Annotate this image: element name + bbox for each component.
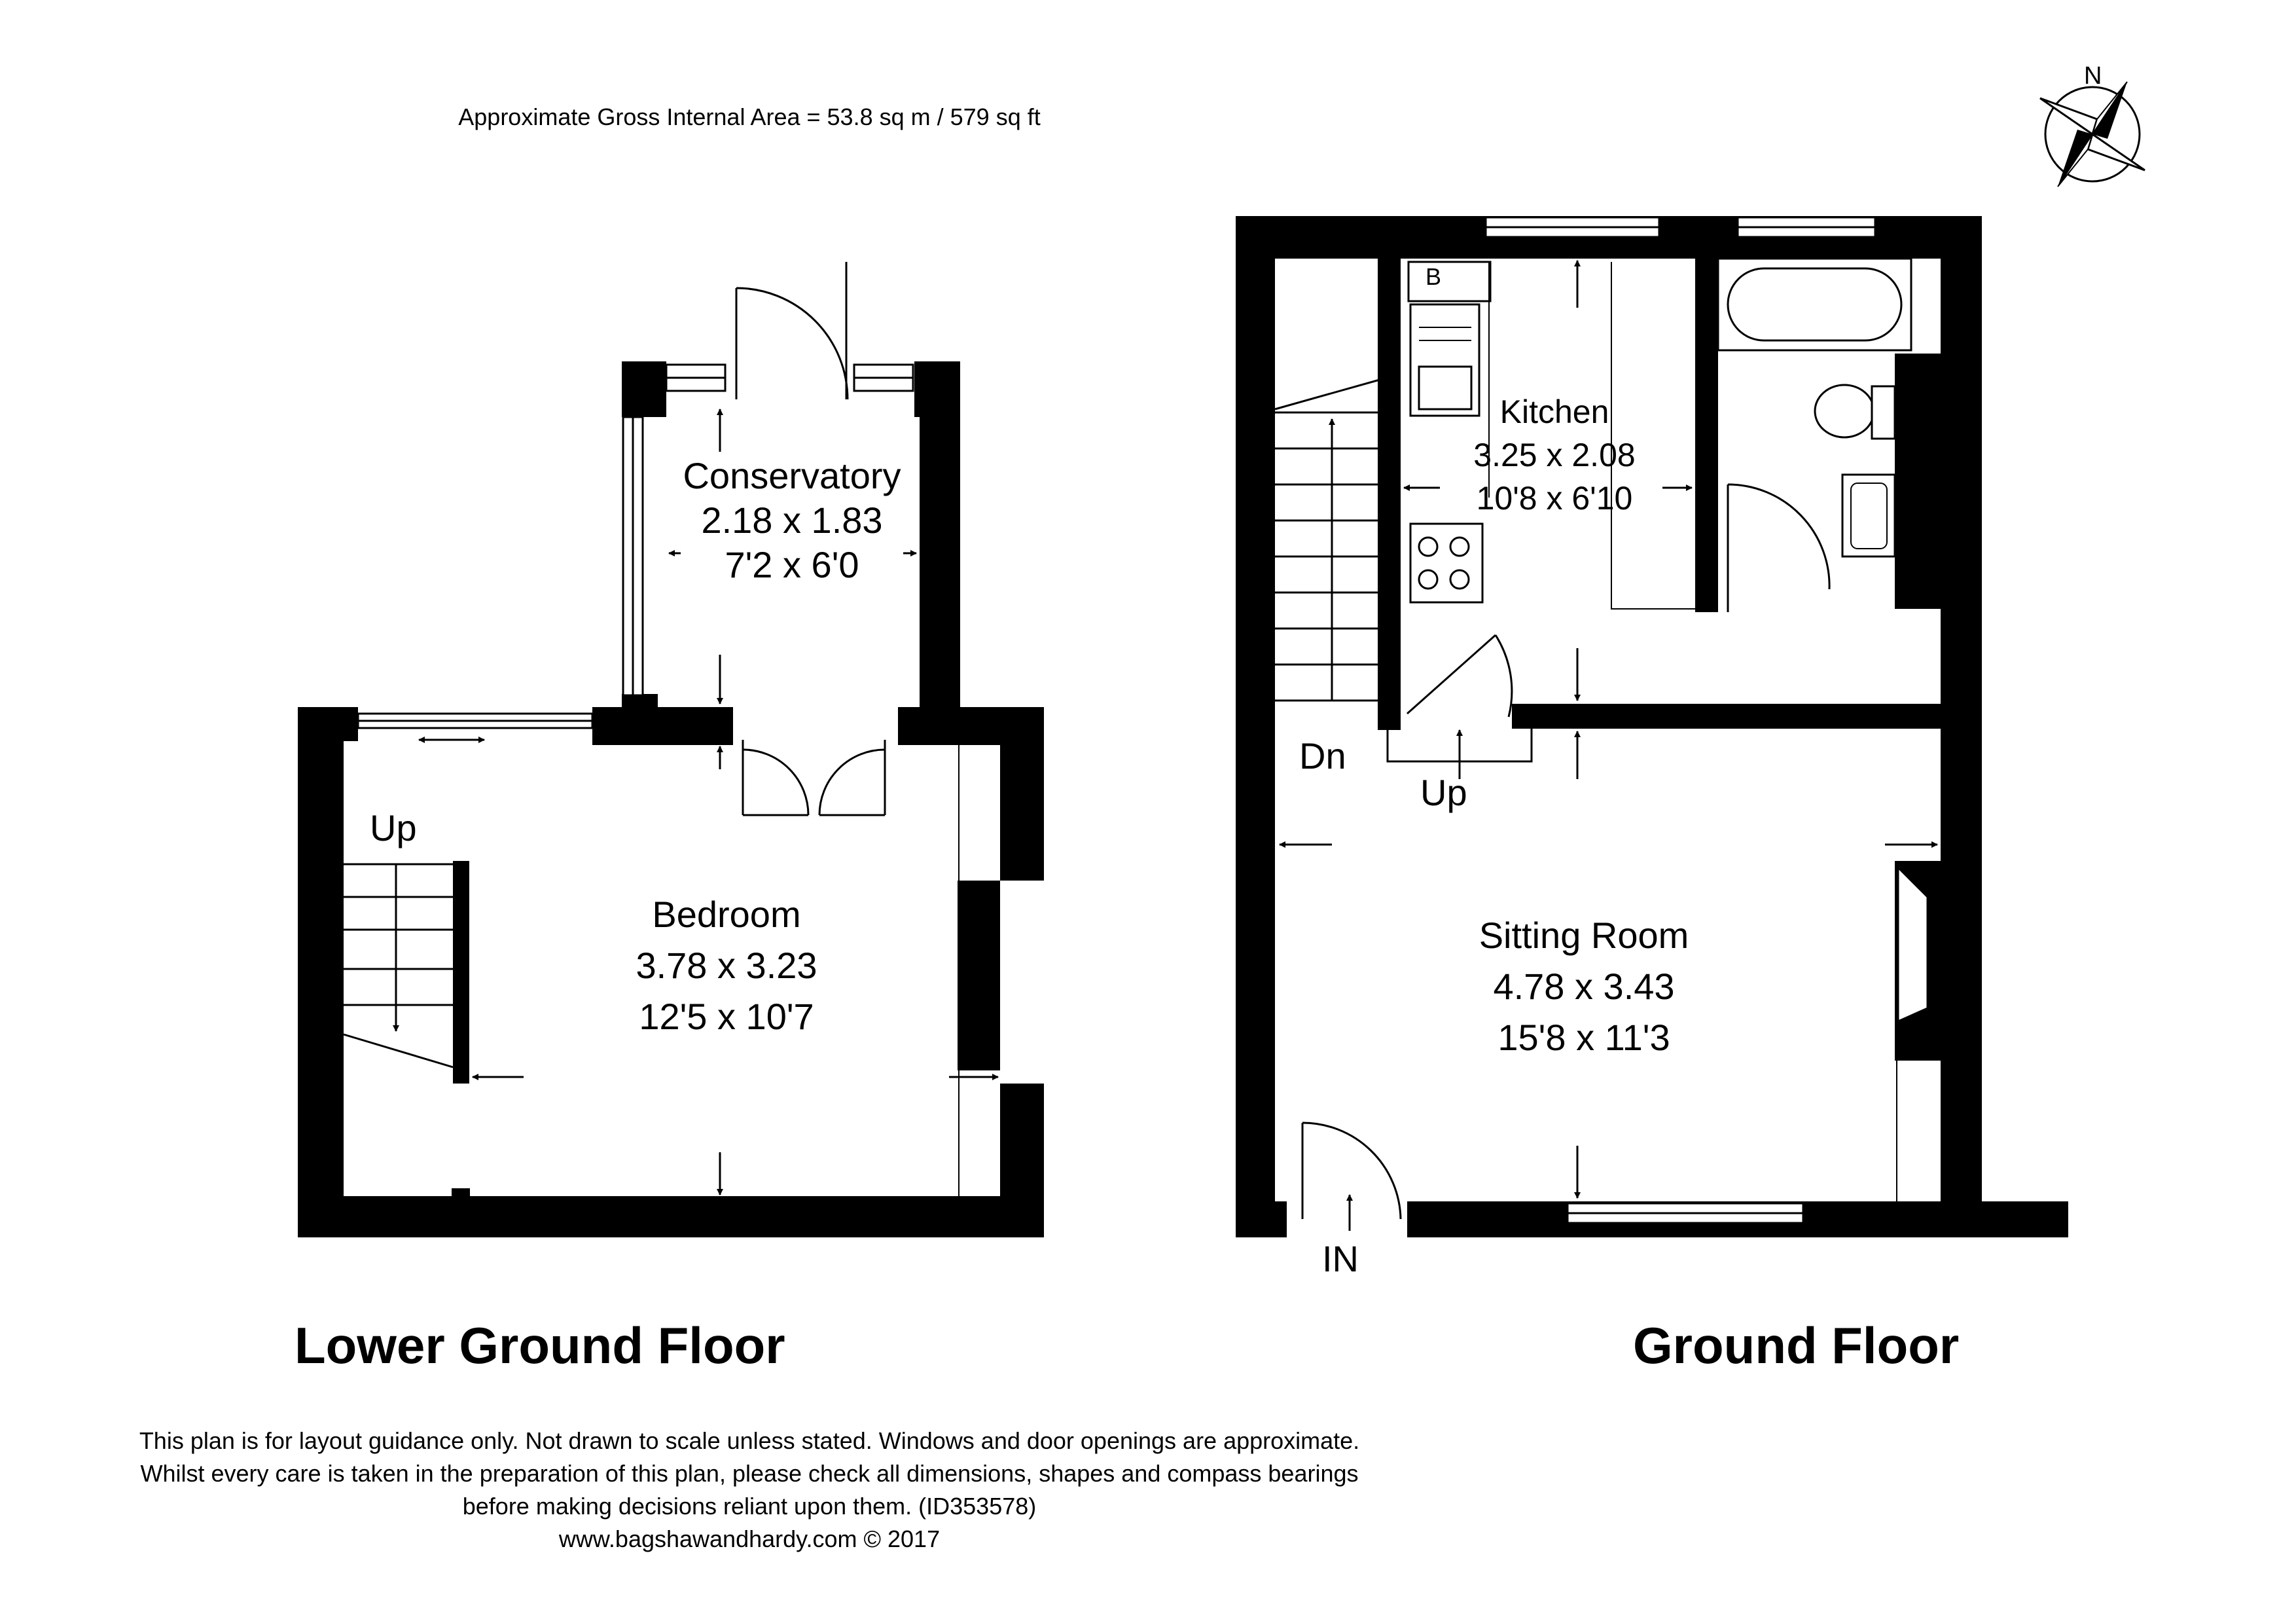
compass-rose-icon xyxy=(2040,82,2145,187)
entrance-label: IN xyxy=(1322,1238,1359,1279)
room-label-kitchen xyxy=(1430,390,1679,520)
room-label-sitting-room xyxy=(1427,910,1741,1063)
boiler-label: B xyxy=(1426,263,1442,290)
stairs-down-label: Dn xyxy=(1299,735,1346,776)
ground-floor-plan xyxy=(1236,216,2068,1237)
disclaimer-line: Whilst every care is taken in the preparation of this plan, please check all dimensions, shapes and compass bearings xyxy=(140,1460,1359,1487)
compass-north-label: N xyxy=(2084,62,2102,90)
room-name: Sitting Room xyxy=(1479,915,1689,956)
gross-area-label: Approximate Gross Internal Area = 53.8 sq m / 579 sq ft xyxy=(458,103,1041,130)
room-dimensions-imperial: 7'2 x 6'0 xyxy=(725,544,859,585)
room-dimensions-metric: 3.78 x 3.23 xyxy=(636,945,817,986)
floor-title-lower-ground: Lower Ground Floor xyxy=(295,1317,785,1374)
room-dimensions-imperial: 10'8 x 6'10 xyxy=(1476,480,1633,517)
disclaimer-line: before making decisions reliant upon them. (ID353578) xyxy=(462,1493,1037,1520)
lower-ground-floor-plan xyxy=(298,262,1044,1237)
room-dimensions-imperial: 15'8 x 11'3 xyxy=(1498,1017,1670,1058)
floor-title-ground: Ground Floor xyxy=(1633,1317,1960,1374)
room-dimensions-metric: 3.25 x 2.08 xyxy=(1473,437,1636,473)
room-label-conservatory xyxy=(648,454,936,587)
disclaimer xyxy=(0,1425,1499,1556)
room-dimensions-metric: 4.78 x 3.43 xyxy=(1493,966,1675,1007)
room-label-bedroom xyxy=(563,889,890,1042)
room-dimensions-imperial: 12'5 x 10'7 xyxy=(639,996,814,1037)
room-name: Bedroom xyxy=(652,894,801,935)
disclaimer-line: This plan is for layout guidance only. Not drawn to scale unless stated. Windows and door openings are approximate. xyxy=(139,1427,1360,1454)
copyright-line: www.bagshawandhardy.com © 2017 xyxy=(558,1525,941,1552)
stairs-up-label: Up xyxy=(370,807,417,848)
room-name: Kitchen xyxy=(1499,393,1609,430)
room-name: Conservatory xyxy=(683,455,901,496)
room-dimensions-metric: 2.18 x 1.83 xyxy=(701,500,883,541)
stairs-up-label: Up xyxy=(1420,772,1467,813)
